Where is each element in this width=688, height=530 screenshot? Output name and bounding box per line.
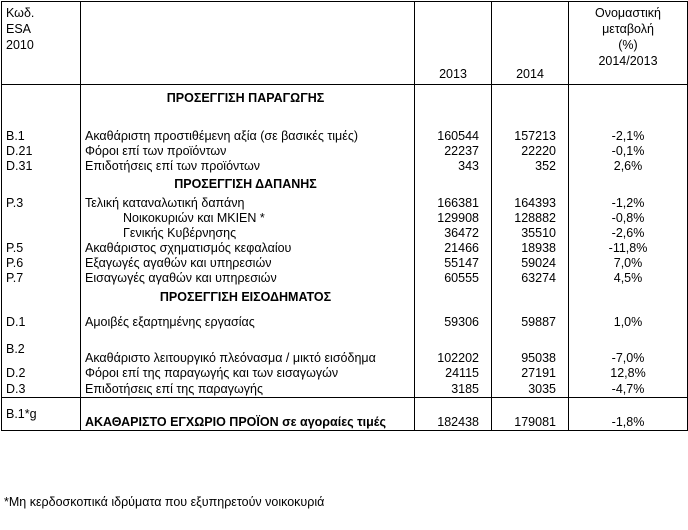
value-2014: 95038: [521, 350, 556, 365]
value-change: -2,6%: [569, 226, 688, 241]
header-year-2013: 2013: [415, 2, 492, 85]
value-2014: 3035: [528, 382, 556, 396]
value-2014: 59024: [521, 255, 556, 270]
row-label: Νοικοκυριών και ΜΚΙΕΝ *: [81, 211, 415, 226]
value-2013: 36472: [444, 225, 479, 240]
table-row: [2, 366, 688, 381]
value-2013: 166381: [437, 195, 479, 210]
row-label: ΑΚΑΘΑΡΙΣΤΟ ΕΓΧΩΡΙΟ ΠΡΟΪΟΝ σε αγοραίες τιμές: [81, 398, 415, 431]
table-row: [2, 241, 688, 256]
section-title-production: ΠΡΟΣΕΓΓΙΣΗ ΠΑΡΑΓΩΓΗΣ: [81, 91, 415, 106]
row-code: D.2: [2, 366, 81, 381]
row-label: Φόροι επί των προϊόντων: [81, 144, 415, 159]
row-label: Εισαγωγές αγαθών και υπηρεσιών: [81, 271, 415, 286]
row-code: P.6: [2, 256, 81, 271]
value-2014: 164393: [514, 195, 556, 210]
value-2014: 63274: [521, 270, 556, 285]
table-row: [2, 315, 688, 330]
row-label: Ακαθάριστη προστιθέμενη αξία (σε βασικές τιμές): [81, 114, 415, 144]
value-2013: 21466: [444, 240, 479, 255]
value-2014: 179081: [514, 415, 556, 429]
value-change: -0,1%: [569, 144, 688, 159]
gdp-table: [1, 1, 688, 431]
value-2014: 27191: [521, 365, 556, 380]
table-row: [2, 211, 688, 226]
value-2013: 24115: [445, 365, 479, 380]
row-code: B.2: [2, 334, 81, 366]
value-2013: 182438: [437, 415, 479, 429]
table-row: [2, 271, 688, 286]
row-code: P.3: [2, 196, 81, 211]
table-row: [2, 114, 688, 144]
section-row: [2, 290, 688, 305]
value-change: -0,8%: [569, 211, 688, 226]
value-2013: 343: [458, 158, 479, 173]
table-row: [2, 256, 688, 271]
table-row: [2, 196, 688, 211]
row-code: D.3: [2, 381, 81, 398]
row-code: D.31: [2, 159, 81, 174]
row-label: Φόροι επί της παραγωγής και των εισαγωγών: [81, 366, 415, 381]
row-label: Γενικής Κυβέρνησης: [81, 226, 415, 241]
header-description: [81, 2, 415, 85]
header-code: Κωδ. ESA 2010: [2, 2, 81, 85]
row-label: Επιδοτήσεις επί των προϊόντων: [81, 159, 415, 174]
value-2014: 157213: [514, 128, 556, 143]
row-label: Ακαθάριστος σχηματισμός κεφαλαίου: [81, 241, 415, 256]
table-row: [2, 159, 688, 174]
value-2013: 60555: [444, 270, 479, 285]
value-2014: 352: [535, 158, 556, 173]
value-change: -1,2%: [569, 196, 688, 211]
header-year-2014: 2014: [492, 2, 569, 85]
header-change: Ονομαστική μεταβολή (%) 2014/2013: [569, 2, 688, 85]
row-code: B.1: [2, 114, 81, 144]
value-2014: 59887: [521, 314, 556, 329]
section-row: [2, 174, 688, 192]
row-code: D.1: [2, 315, 81, 330]
value-change: -4,7%: [569, 381, 688, 398]
row-label: Τελική καταναλωτική δαπάνη: [81, 196, 415, 211]
table-row: [2, 144, 688, 159]
row-code: D.21: [2, 144, 81, 159]
header-row: [2, 2, 688, 85]
value-change: -2,1%: [569, 114, 688, 144]
row-label: Αμοιβές εξαρτημένης εργασίας: [81, 315, 415, 330]
row-code: [2, 226, 81, 241]
value-change: -1,8%: [569, 398, 688, 431]
row-label: Ακαθάριστο λειτουργικό πλεόνασμα / μικτό εισόδημα: [81, 334, 415, 366]
value-change: 7,0%: [569, 256, 688, 271]
value-2013: 160544: [437, 128, 479, 143]
table-row: [2, 226, 688, 241]
total-row: [2, 398, 688, 431]
value-2014: 35510: [521, 225, 556, 240]
row-label: Εξαγωγές αγαθών και υπηρεσιών: [81, 256, 415, 271]
section-title-income: ΠΡΟΣΕΓΓΙΣΗ ΕΙΣΟΔΗΜΑΤΟΣ: [81, 290, 415, 305]
value-2013: 3185: [451, 382, 479, 396]
value-change: -11,8%: [569, 241, 688, 256]
value-2014: 22220: [521, 143, 556, 158]
row-code: P.5: [2, 241, 81, 256]
section-title-expenditure: ΠΡΟΣΕΓΓΙΣΗ ΔΑΠΑΝΗΣ: [81, 174, 415, 192]
value-2013: 22237: [444, 143, 479, 158]
table-row: [2, 334, 688, 366]
value-2013: 102202: [437, 350, 479, 365]
value-2013: 55147: [444, 255, 479, 270]
value-change: 2,6%: [569, 159, 688, 174]
value-2013: 59306: [444, 314, 479, 329]
row-code: P.7: [2, 271, 81, 286]
value-2014: 18938: [521, 240, 556, 255]
value-change: -7,0%: [569, 334, 688, 366]
footnote: *Μη κερδοσκοπικά ιδρύματα που εξυπηρετούν νοικοκυριά: [4, 495, 325, 509]
row-code: B.1*g: [2, 398, 81, 431]
section-row: [2, 91, 688, 106]
row-label: Επιδοτήσεις επί της παραγωγής: [81, 381, 415, 398]
value-2014: 128882: [514, 210, 556, 225]
value-change: 1,0%: [569, 315, 688, 330]
value-2013: 129908: [437, 210, 479, 225]
value-change: 12,8%: [569, 366, 688, 381]
value-change: 4,5%: [569, 271, 688, 286]
row-code: [2, 211, 81, 226]
table-row: [2, 381, 688, 398]
